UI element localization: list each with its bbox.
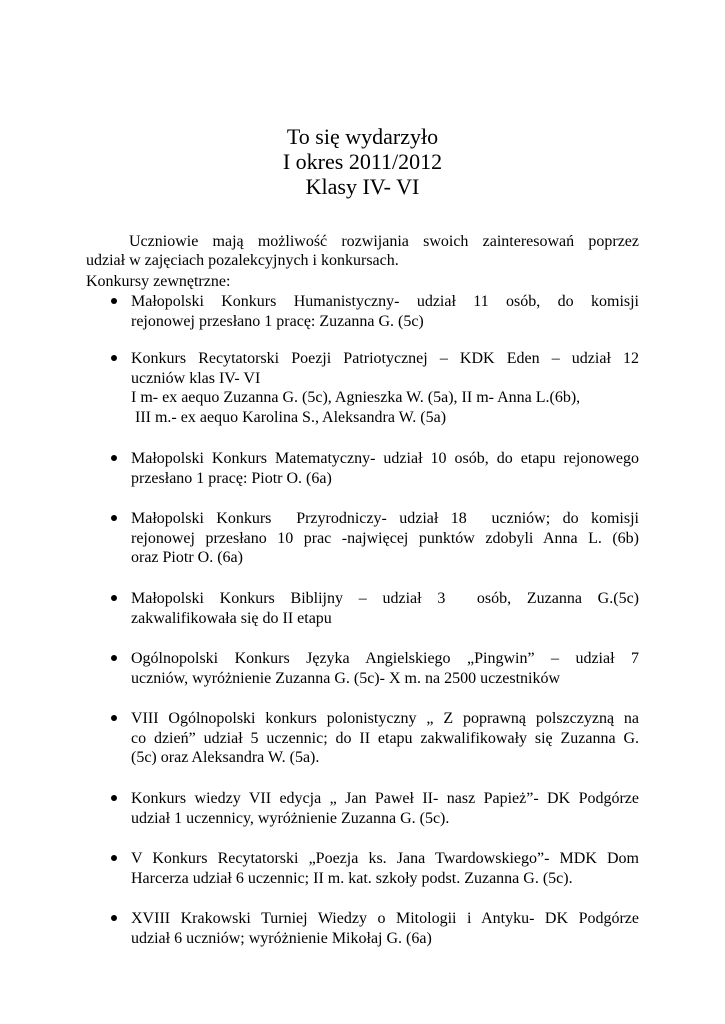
list-item (86, 449, 639, 488)
item-line: Konkurs wiedzy VII edycja „ Jan Paweł II- nasz Papież”- DK Podgórze (131, 790, 639, 807)
document-title (0, 124, 725, 199)
item-line: Małopolski Konkurs Przyrodniczy- udział 18 uczniów; do komisji (131, 510, 639, 527)
bullet-icon (111, 515, 117, 521)
item-line: Małopolski Konkurs Matematyczny- udział 10 osób, do etapu rejonowego (131, 450, 639, 467)
item-line: Harcerza udział 6 uczennic; II m. kat. szkoły podst. Zuzanna G. (5c). (131, 869, 573, 887)
bullet-icon (111, 455, 117, 461)
list-item (86, 709, 639, 768)
item-line: VIII Ogólnopolski konkurs polonistyczny „ Z poprawną polszczyzną na (131, 710, 639, 727)
list-item (86, 589, 639, 628)
bullet-icon (111, 795, 117, 801)
intro-paragraph (86, 232, 639, 270)
item-line: uczniów klas IV- VI (131, 369, 261, 387)
item-line: I m- ex aequo Zuzanna G. (5c), Agnieszka W. (5a), II m- Anna L.(6b), (131, 389, 581, 406)
item-line: zakwalifikowała się do II etapu (131, 609, 332, 627)
item-line: uczniów, wyróżnienie Zuzanna G. (5c)- X m. na 2500 uczestników (131, 669, 561, 687)
intro-line-1: Uczniowie mają możliwość rozwijania swoich zainteresowań poprzez (129, 233, 639, 250)
section-label: Konkursy zewnętrzne: (86, 273, 231, 290)
item-line: Ogólnopolski Konkurs Języka Angielskiego „Pingwin” – udział 7 (131, 650, 639, 667)
item-line: rejonowej przesłano 10 prac -najwięcej punktów zdobyli Anna L. (6b) (131, 529, 639, 547)
list-item (86, 349, 639, 427)
item-line: III m.- ex aequo Karolina S., Aleksandra W. (5a) (131, 408, 447, 426)
title-line-3: Klasy IV- VI (305, 174, 420, 199)
list-item (86, 849, 639, 888)
item-line: udział 1 uczennicy, wyróżnienie Zuzanna G. (5c). (131, 809, 450, 827)
bullet-icon (111, 595, 117, 601)
item-line: (5c) oraz Aleksandra W. (5a). (131, 749, 320, 766)
item-line: co dzień” udział 5 uczennic; do II etapu zakwalifikowały się Zuzanna G. (131, 729, 639, 747)
list-item (86, 509, 639, 568)
list-item (86, 292, 639, 331)
bullet-icon (111, 715, 117, 721)
list-item (86, 649, 639, 688)
item-line: rejonowej przesłano 1 pracę: Zuzanna G. (5c) (131, 312, 424, 330)
item-line: Małopolski Konkurs Humanistyczny- udział 11 osób, do komisji (131, 293, 639, 310)
item-line: Małopolski Konkurs Biblijny – udział 3 osób, Zuzanna G.(5c) (131, 590, 639, 607)
item-line: przesłano 1 pracę: Piotr O. (6a) (131, 469, 332, 487)
bullet-icon (111, 655, 117, 661)
item-line: V Konkurs Recytatorski „Poezja ks. Jana Twardowskiego”- MDK Dom (131, 850, 639, 867)
bullet-icon (111, 355, 117, 361)
title-line-1: To się wydarzyło (286, 124, 439, 149)
item-line: XVIII Krakowski Turniej Wiedzy o Mitologii i Antyku- DK Podgórze (131, 910, 639, 927)
bullet-icon (111, 855, 117, 861)
list-item (86, 789, 639, 828)
list-item (86, 909, 639, 948)
title-line-2: I okres 2011/2012 (282, 149, 443, 174)
item-line: Konkurs Recytatorski Poezji Patriotycznej – KDK Eden – udział 12 (131, 350, 639, 367)
item-line: oraz Piotr O. (6a) (131, 549, 243, 566)
bullet-icon (111, 298, 117, 304)
bullet-icon (111, 915, 117, 921)
item-line: udział 6 uczniów; wyróżnienie Mikołaj G. (6a) (131, 929, 432, 947)
intro-line-2: udział w zajęciach pozalekcyjnych i konkursach. (86, 252, 399, 269)
